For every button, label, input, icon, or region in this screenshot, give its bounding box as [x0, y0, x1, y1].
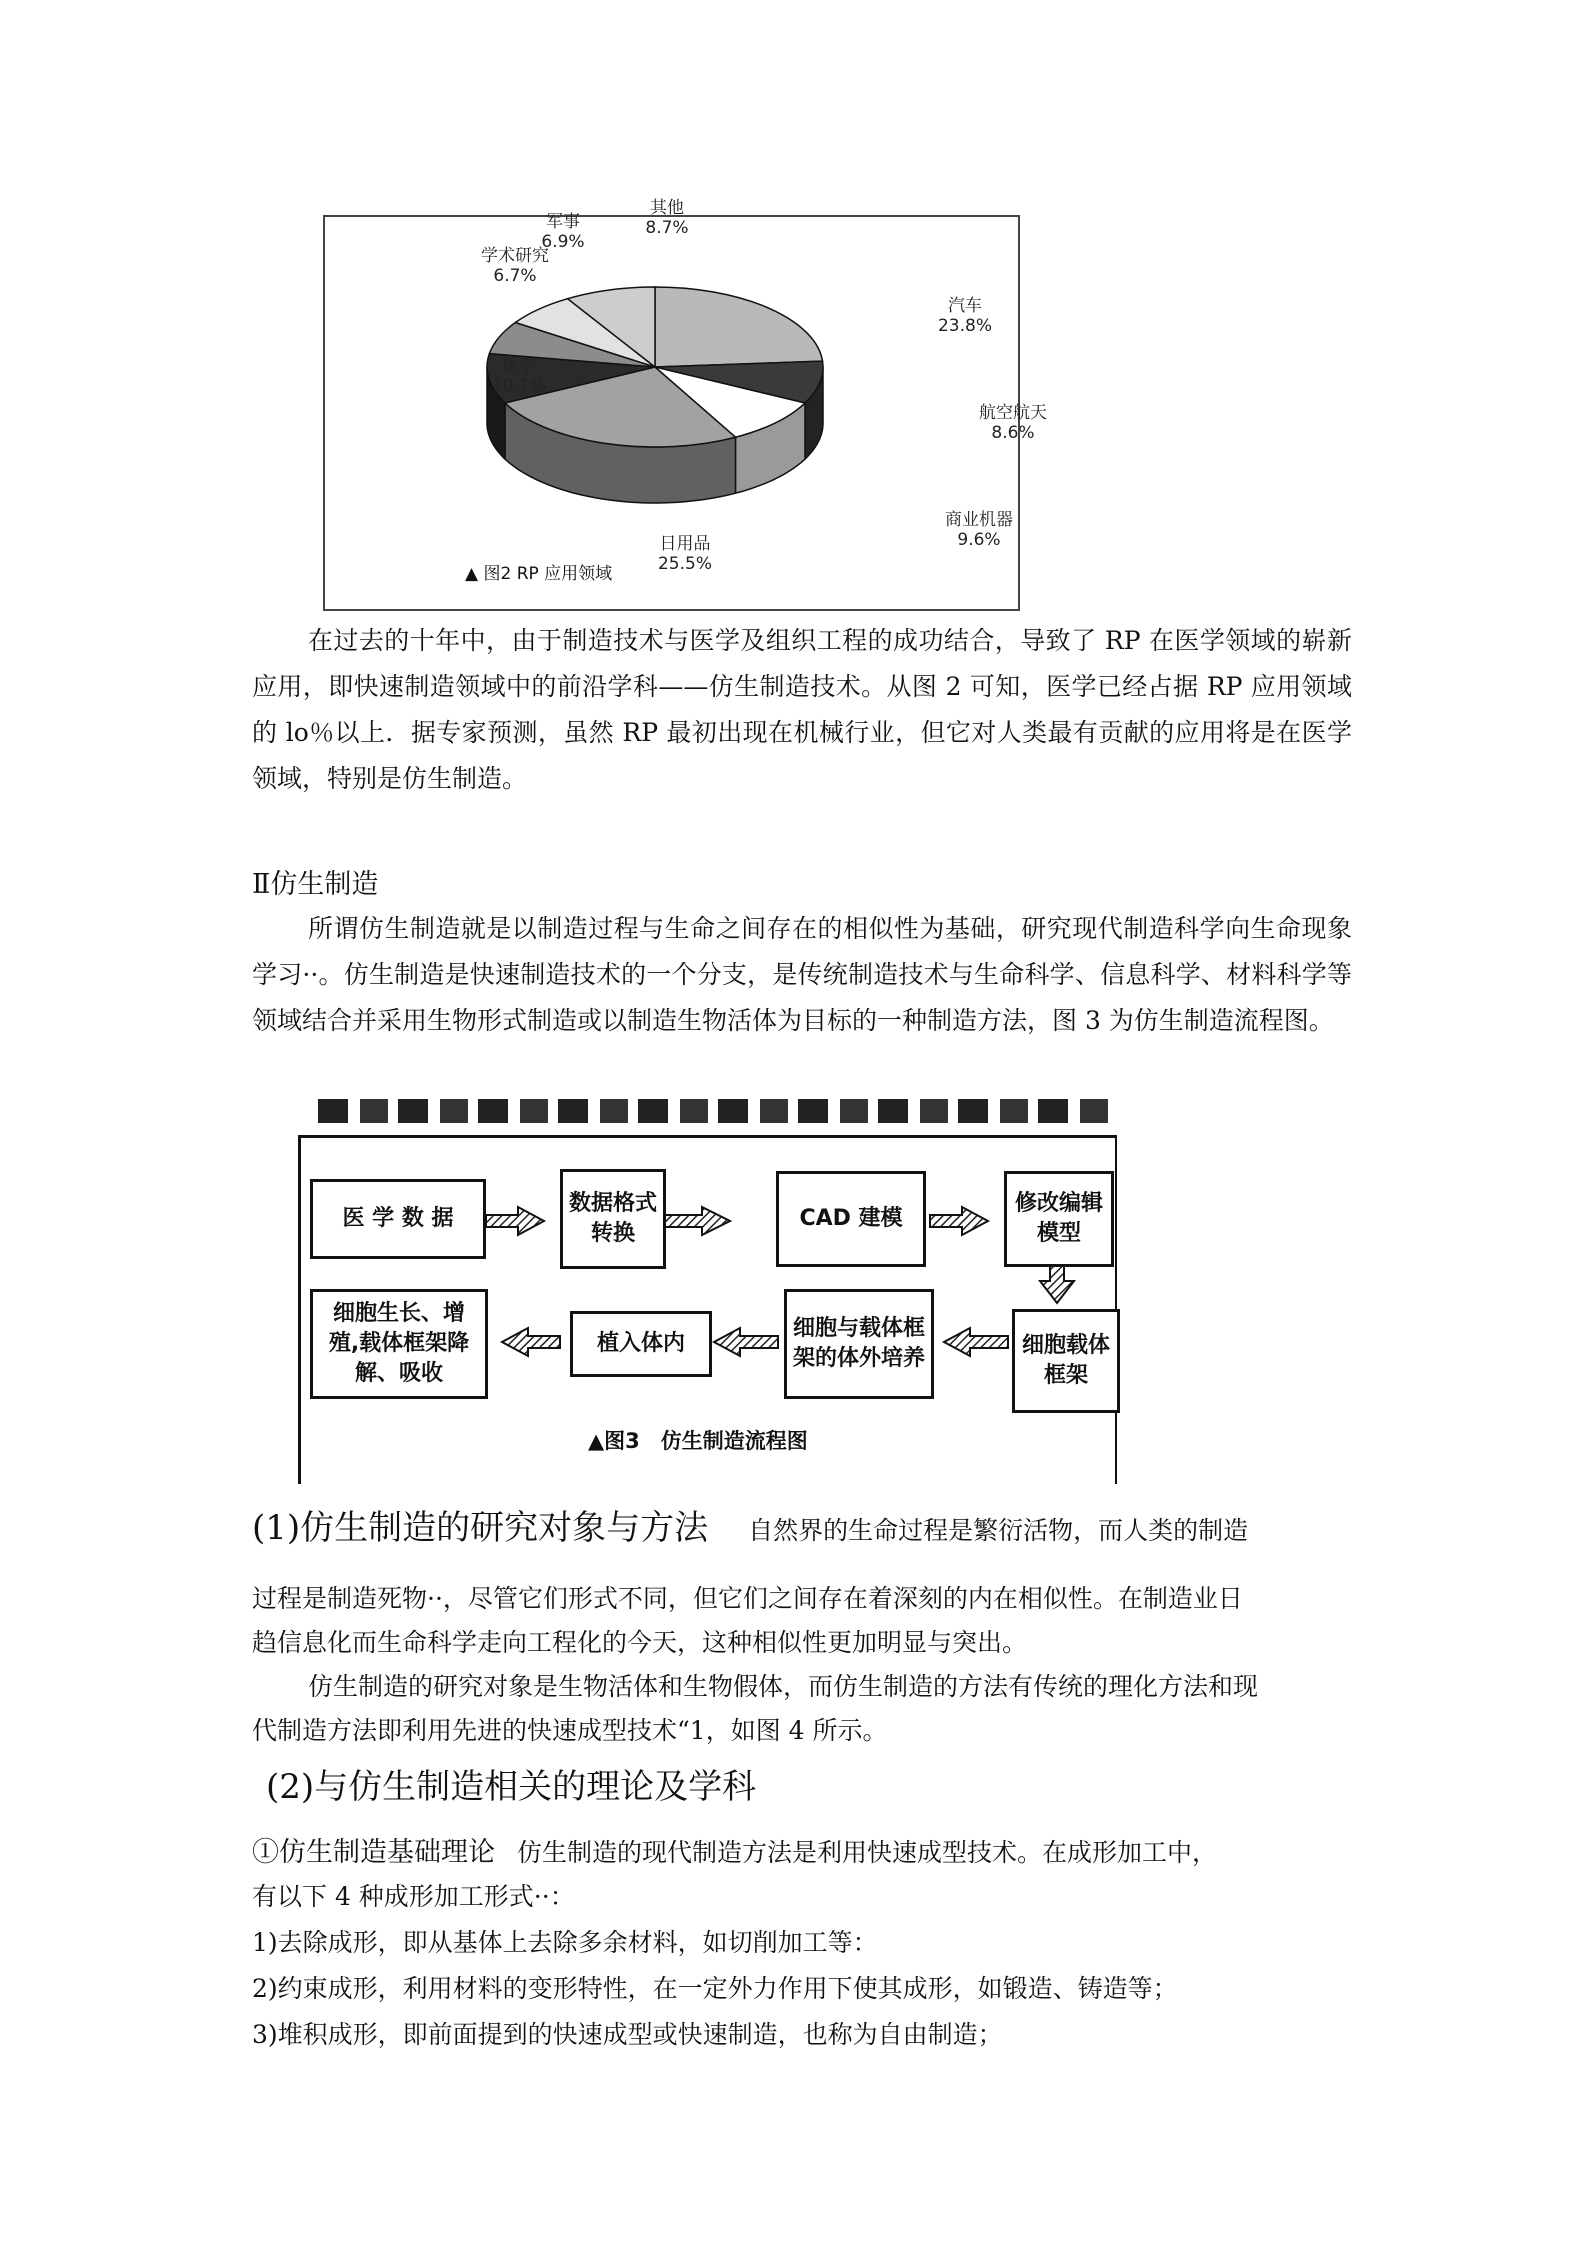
pie-label-value-7: 8.7% — [645, 218, 689, 238]
arrow-right-3 — [930, 1207, 988, 1235]
subsection-1-line-2: 过程是制造死物··，尽管它们形式不同，但它们之间存在着深刻的内在相似性。在制造业日 — [252, 1584, 1243, 1613]
arrow-right-1 — [486, 1207, 544, 1235]
list-item-2: 2)约束成形，利用材料的变形特性，在一定外力作用下使其成形，如锻造、铸造等； — [252, 1974, 1178, 2003]
arrow-left-3 — [502, 1328, 560, 1356]
subsection-1-para2-line-2: 代制造方法即利用先进的快速成型技术“1，如图 4 所示。 — [252, 1716, 888, 1745]
item-1-title: ①仿生制造基础理论 — [252, 1837, 495, 1868]
subsection-1-first-line — [252, 1504, 1248, 1555]
subsection-2-line-2: 有以下 4 种成形加工形式··： — [252, 1882, 575, 1911]
pie-label-name-5: 学术研究 — [481, 246, 549, 266]
pie-label-value-2: 9.6% — [957, 530, 1001, 550]
section-heading: Ⅱ仿生制造 — [252, 869, 379, 900]
arrow-down — [1040, 1263, 1074, 1303]
pie-label-value-3: 25.5% — [657, 554, 713, 574]
subsection-1-line-1: 自然界的生命过程是繁衍活物，而人类的制造 — [748, 1516, 1249, 1545]
pie-label-name-0: 汽车 — [948, 296, 982, 316]
box-medical-data: 医 学 数 据 — [310, 1179, 486, 1259]
pie-label-name-4: 医学 — [502, 356, 536, 376]
box-cad-modeling: CAD 建模 — [776, 1171, 926, 1267]
arrow-left-2 — [714, 1328, 778, 1356]
box-implant: 植入体内 — [570, 1311, 712, 1377]
list-item-3: 3)堆积成形，即前面提到的快速成型或快速制造，也称为自由制造； — [252, 2020, 1003, 2049]
pie-label-name-7: 其他 — [650, 198, 684, 218]
subsection-1-para2-line-1: 仿生制造的研究对象是生物活体和生物假体，而仿生制造的方法有传统的理化方法和现 — [308, 1672, 1259, 1701]
arrow-right-2 — [663, 1207, 730, 1235]
pie-label-value-4: 10.1% — [491, 376, 547, 396]
box-cell-scaffold: 细胞载体框架 — [1012, 1309, 1120, 1413]
box-format-convert: 数据格式转换 — [560, 1169, 666, 1269]
pie-chart-svg — [325, 198, 1047, 609]
figure-2-caption: ▲ 图2 RP 应用领域 — [465, 564, 613, 584]
subsection-2-heading: (2)与仿生制造相关的理论及学科 — [266, 1767, 757, 1807]
box-in-vitro-culture: 细胞与载体框架的体外培养 — [784, 1289, 934, 1399]
list-item-1: 1)去除成形，即从基体上去除多余材料，如切削加工等： — [252, 1928, 878, 1957]
subsection-2-item-1 — [252, 1832, 1217, 1874]
box-cell-growth: 细胞生长、增殖,载体框架降解、吸收 — [310, 1289, 488, 1399]
box-modify-model: 修改编辑模型 — [1004, 1171, 1114, 1267]
pie-label-name-6: 军事 — [546, 212, 580, 232]
pie-label-name-2: 商业机器 — [945, 510, 1013, 530]
pie-label-name-3: 日用品 — [659, 534, 711, 554]
pie-label-value-0: 23.8% — [937, 316, 993, 336]
pie-slices — [487, 287, 823, 447]
pie-label-value-6: 6.9% — [541, 232, 585, 252]
subsection-1-heading: (1)仿生制造的研究对象与方法 — [252, 1508, 709, 1548]
arrow-left-1 — [944, 1328, 1008, 1356]
figure-3-flowchart — [298, 1113, 1144, 1483]
paragraph-2: 所谓仿生制造就是以制造过程与生命之间存在的相似性为基础，研究现代制造科学向生命现象学习··。仿生制造是快速制造技术的一个分支，是传统制造技术与生命科学、信息科学、材料科学等领域结合并采用生物形式制造或以制造生物活体为目标的一种制造方法，图 3 为仿生制造流程图。 — [252, 914, 1352, 1035]
figure-2-pie-chart — [323, 198, 1047, 611]
pie-label-value-5: 6.7% — [493, 266, 537, 286]
figure-3-caption: ▲图3 仿生制造流程图 — [588, 1429, 808, 1453]
pie-label-value-1: 8.6% — [991, 423, 1035, 443]
pie-label-name-1: 航空航天 — [979, 403, 1047, 423]
paragraph-1: 在过去的十年中，由于制造技术与医学及组织工程的成功结合，导致了 RP 在医学领域的崭新应用，即快速制造领域中的前沿学科——仿生制造技术。从图 2 可知，医学已经占据 RP 应用领域的 lo％以上．据专家预测，虽然 RP 最初出现在机械行业，但它对人类最有贡献的应用将是在医学领域，特别是仿生制造。 — [252, 626, 1352, 793]
subsection-1-line-3: 趋信息化而生命科学走向工程化的今天，这种相似性更加明显与突出。 — [252, 1628, 1028, 1657]
pie-slice-汽车 — [655, 287, 823, 367]
item-1-text: 仿生制造的现代制造方法是利用快速成型技术。在成形加工中， — [517, 1838, 1218, 1867]
